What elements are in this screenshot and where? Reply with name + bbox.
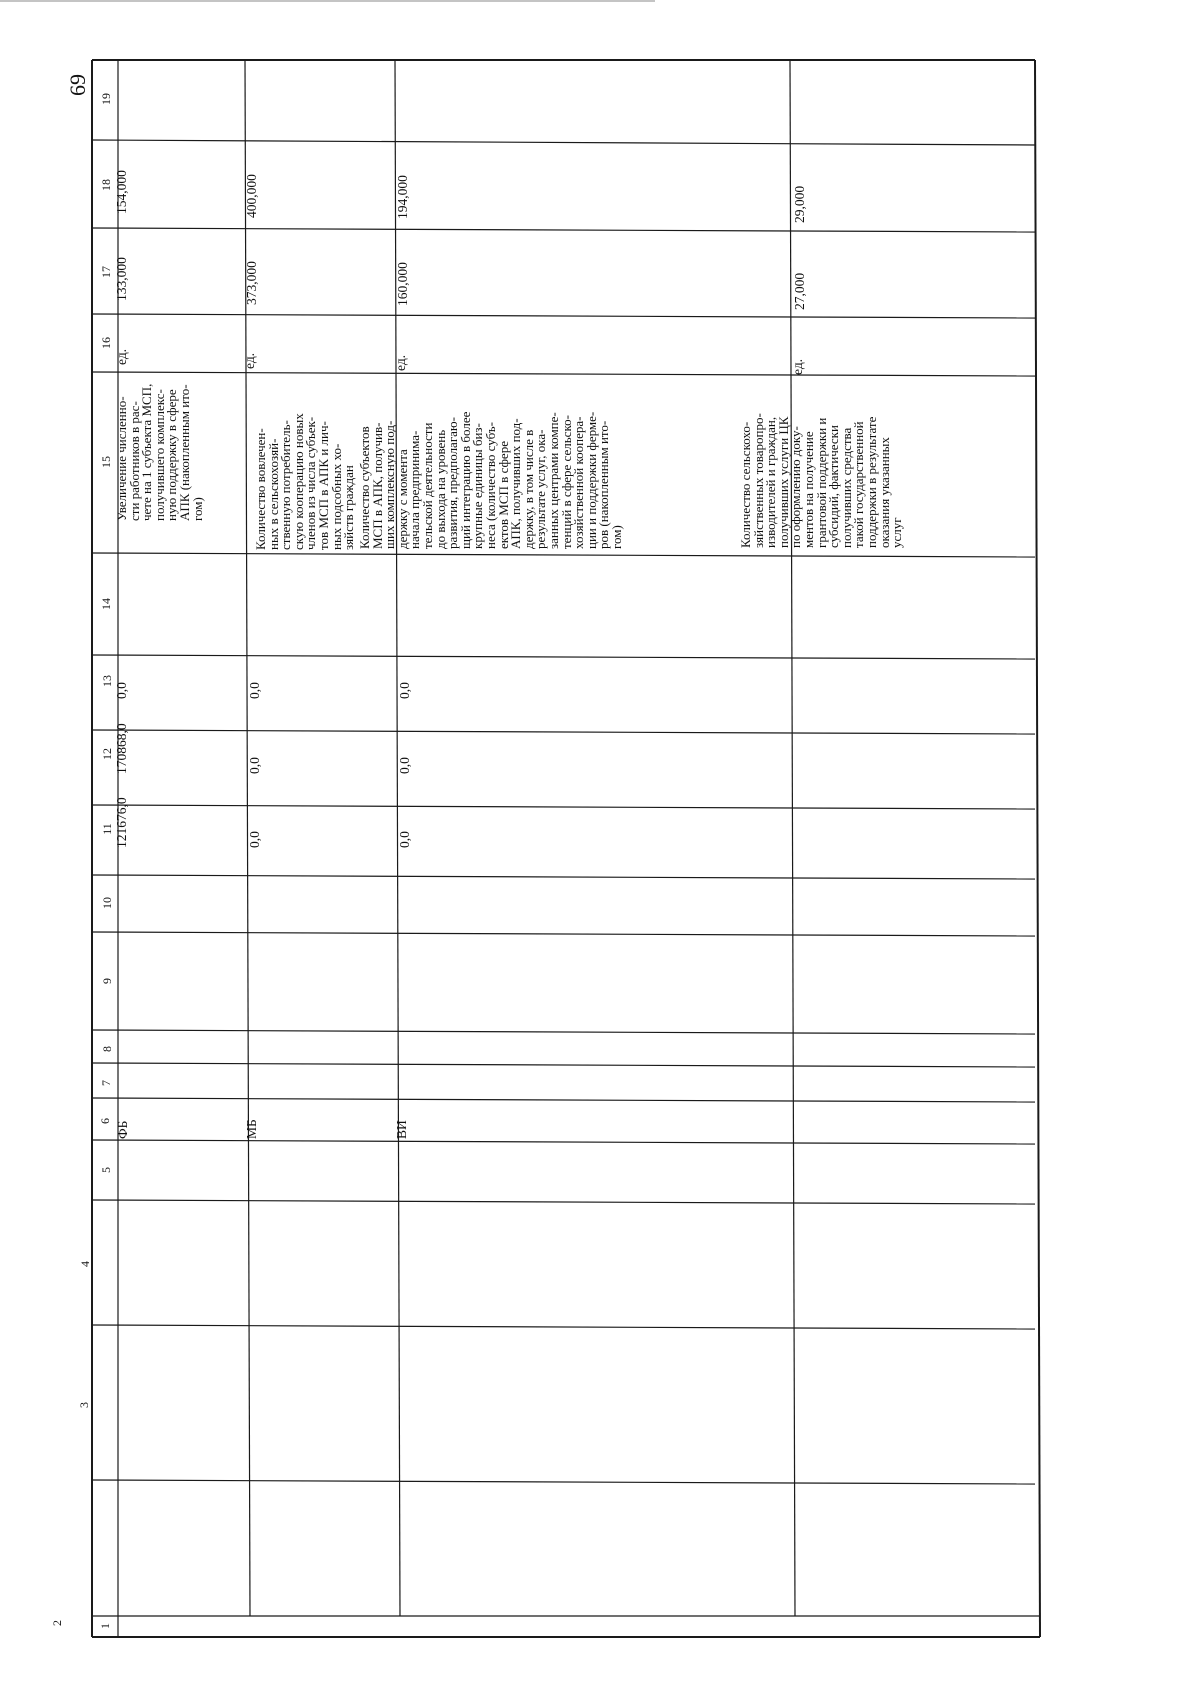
column-number: 11	[99, 823, 114, 835]
row1-col12: 170868,0	[114, 723, 129, 774]
column-number: 7	[98, 1080, 113, 1086]
row2-unit: ед.	[242, 352, 257, 369]
row1-indicator: Увеличение численно- сти работников в рас- чете на 1 субъекта МСП, получившего комплекс- ную поддержку в сфере АПК (накопленным ито- гом)	[114, 383, 205, 521]
column-number: 5	[98, 1167, 113, 1173]
row1-unit: ед.	[114, 348, 129, 365]
row2-col13: 0,0	[247, 682, 262, 699]
row4-unit: ед.	[790, 358, 805, 375]
row1-col18: 154,000	[114, 170, 129, 214]
row1-source: ФБ	[115, 1120, 130, 1139]
column-number: 1	[97, 1623, 112, 1629]
column-number: 8	[99, 1046, 114, 1052]
row3-col18: 194,000	[395, 175, 410, 219]
row2-col18: 400,000	[244, 174, 259, 218]
row3-col12: 0,0	[397, 757, 412, 774]
row3-unit: ед.	[393, 354, 408, 371]
row4-col18: 29,000	[792, 185, 807, 223]
row3-col13: 0,0	[397, 682, 412, 699]
row3-col17: 160,000	[395, 262, 410, 306]
column-number: 19	[98, 93, 113, 105]
column-number: 13	[99, 675, 114, 687]
row4-col17: 27,000	[792, 272, 807, 310]
column-number: 16	[98, 337, 113, 349]
row1-col11: 121676,0	[114, 797, 129, 848]
row3-col11: 0,0	[397, 831, 412, 848]
page-number: 69	[65, 74, 90, 96]
column-number: 15	[98, 456, 113, 468]
row3-indicator: Количество субъектов МСП в АПК, получив- ших комплексную под- держку с момента начала предпринима- тельской деятельности до выхода на уровень развития, предполагаю- щий интеграцию в более крупные единицы биз- неса (количество субъ- ектов МСП в сфере АПК, получивших под- держку, в том числе в результате услуг, ока- занных центрами компе- тенций в сфере сельско- хозяйственной коопера- ции и поддержки ферме- ров (накопленным ито- гом)	[357, 411, 624, 549]
row1-col17: 133,000	[114, 257, 129, 301]
column-number: 9	[99, 978, 114, 984]
row2-col17: 373,000	[244, 261, 259, 305]
column-number: 6	[97, 1118, 112, 1124]
column-number: 17	[98, 266, 113, 278]
column-number: 2	[49, 1620, 64, 1626]
row2-col11: 0,0	[247, 831, 262, 848]
column-number: 18	[98, 179, 113, 191]
column-number: 3	[76, 1402, 91, 1408]
row2-col12: 0,0	[247, 757, 262, 774]
row2-source: МБ	[244, 1119, 259, 1139]
row3-source: ВИ	[394, 1120, 409, 1139]
column-number: 10	[99, 897, 114, 909]
column-number: 12	[99, 748, 114, 760]
row2-indicator: Количество вовлечен- ных в сельскохозяй- ственную потребитель- скую кооперацию новых членов из числа субъек- тов МСП в АПК и лич- ных подсобных хо- зяйств граждан	[253, 413, 357, 550]
column-number: 14	[98, 598, 113, 610]
row4-indicator: Количество сельскохо- зяйственных товаропро- изводителей и граждан, получивших услуги ЦК по оформлению доку- ментов на получение грантовой поддержки и субсидий, фактически получивших средства такой государственной поддержки в результате оказания указанных услуг	[738, 413, 905, 548]
column-number: 4	[77, 1261, 92, 1267]
row1-col13: 0,0	[114, 682, 129, 699]
